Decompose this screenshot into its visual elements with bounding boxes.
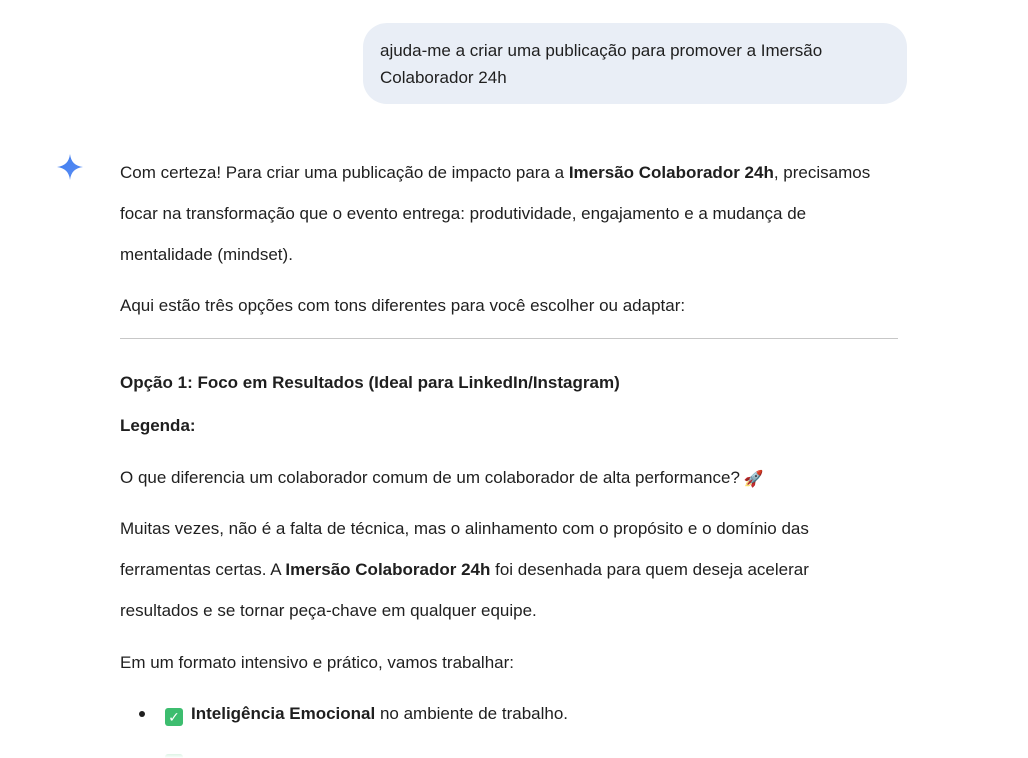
legend-label-text: Legenda: (120, 416, 196, 435)
rocket-icon: 🚀 (743, 471, 764, 488)
list-item-bold: Inteligência Emocional (191, 704, 376, 723)
model-response (120, 152, 900, 275)
user-message-bubble (363, 23, 907, 104)
scroll-fade (80, 748, 900, 758)
option1-heading (120, 371, 620, 395)
legend-label (120, 414, 196, 438)
section-divider (120, 338, 898, 339)
intro-bold-event-name: Imersão Colaborador 24h (568, 163, 774, 182)
option1-question (120, 466, 764, 492)
question-text: O que diferencia um colaborador comum de um colaborador de alta performance? (120, 468, 740, 487)
user-message-text: ajuda-me a criar uma publicação para promover a Imersão Colaborador 24h (380, 41, 823, 87)
bullet-dot (139, 711, 145, 717)
option1-paragraph (120, 508, 880, 631)
format-line: Em um formato intensivo e prático, vamos trabalhar: (120, 653, 514, 672)
para-text-end: foi desenhada para quem deseja acelerar resultados e se tornar peça-chave em qualquer equipe. (120, 560, 809, 620)
response-intro-paragraph (120, 152, 900, 275)
para-text-start: Muitas vezes, não é a falta de técnica, mas o alinhamento com o propósito e o domínio das ferramentas certas. A (120, 519, 809, 579)
list-item-text: no ambiente de trabalho. (375, 704, 569, 723)
list-item (165, 702, 568, 726)
option1-paragraph-block (120, 508, 880, 631)
intro-text-end: , precisamos focar na transformação que o evento entrega: produtividade, engajamento e a mudança de mentalidade (mindset). (120, 163, 871, 264)
options-intro-text: Aqui estão três opções com tons diferentes para você escolher ou adaptar: (120, 296, 686, 315)
intro-text-start: Com certeza! Para criar uma publicação de impacto para a (120, 163, 569, 182)
option1-heading-text: Opção 1: Foco em Resultados (Ideal para LinkedIn/Instagram) (120, 373, 620, 392)
check-mark-icon: ✓ (165, 708, 183, 726)
para-bold-event-name: Imersão Colaborador 24h (285, 560, 491, 579)
gemini-sparkle-icon (56, 153, 84, 181)
